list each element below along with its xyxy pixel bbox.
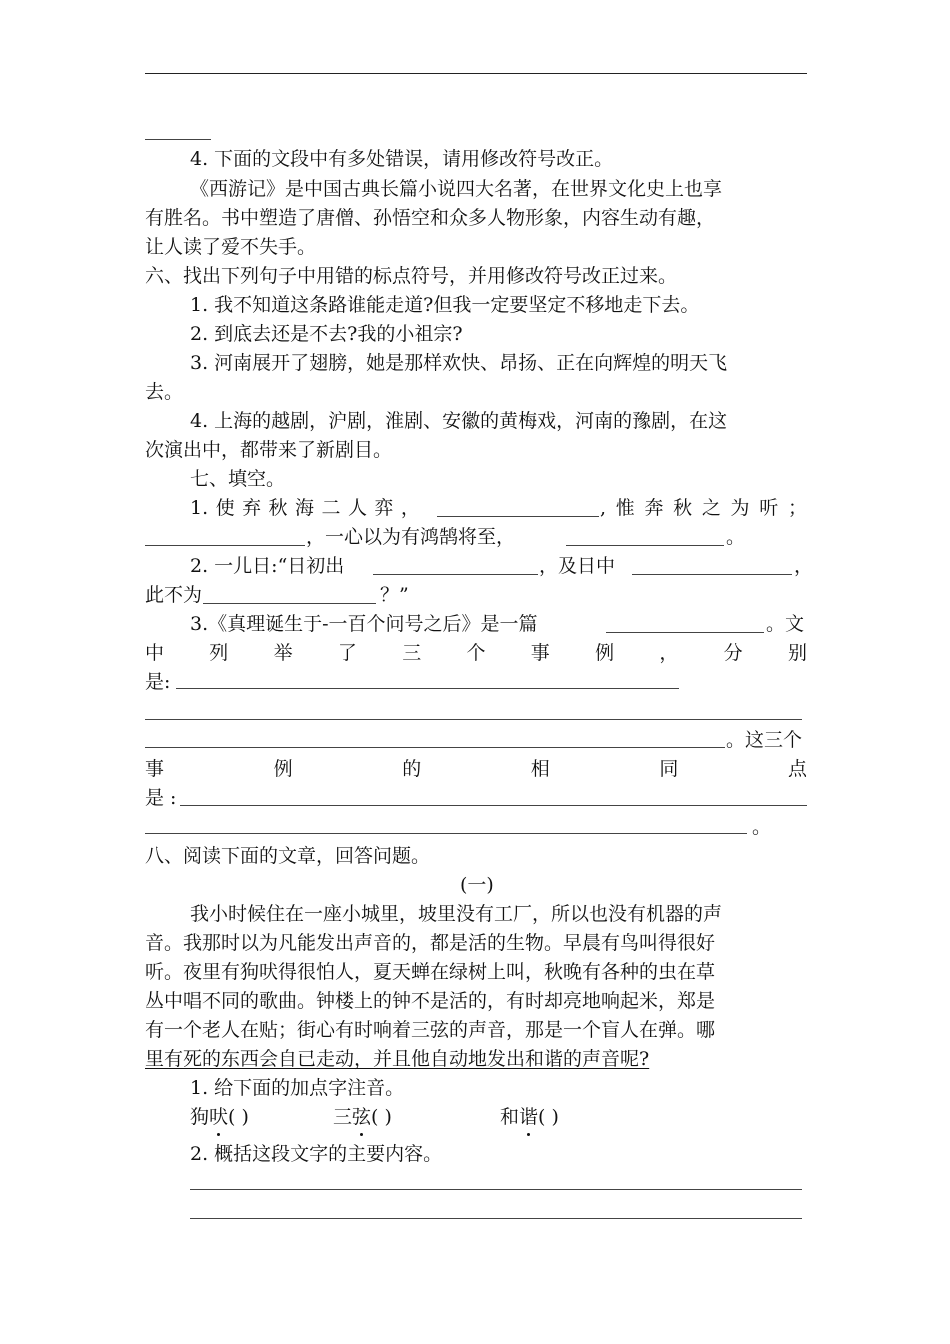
fill-question-3-label2: 是 : <box>145 787 177 809</box>
header-rule <box>145 73 807 74</box>
question-4-correction: 4. 下面的文段中有多处错误，请用修改符号改正。 <box>190 148 614 170</box>
punctuation-question-2: 2. 到底去还是不去?我的小祖宗? <box>190 323 463 345</box>
char: 例 <box>273 758 293 780</box>
char: 听 <box>759 497 779 519</box>
passage-line: 让人读了爱不失手。 <box>145 236 317 258</box>
char: ， <box>400 497 420 519</box>
pinyin-blank[interactable]: ( ) <box>228 1106 249 1128</box>
reading-passage-line: 我小时候住在一座小城里，坡里没有工厂，所以也没有机器的声 <box>190 903 723 925</box>
char: 别 <box>787 642 807 664</box>
reading-passage-line: 音。我那时以为凡能发出声音的，都是活的生物。早晨有鸟叫得很好 <box>145 932 716 954</box>
fill-question-3-line2 <box>145 641 807 665</box>
char: 人 <box>347 497 367 519</box>
char: 之 <box>701 497 721 519</box>
reading-passage-line: 有一个老人在贴；街心有时响着三弦的声音，那是一个盲人在弹。哪 <box>145 1019 716 1041</box>
punctuation-question-3-cont: 去。 <box>145 381 184 403</box>
fill-question-2: 2. 一儿日:“日初出 <box>190 555 345 577</box>
punctuation-question-4: 4. 上海的越剧，沪剧，淮剧、安徽的黄梅戏，河南的豫剧，在这 <box>190 410 728 432</box>
punctuation-question-1: 1. 我不知道这条路谁能走道?但我一定要坚定不移地走下去。 <box>190 294 700 316</box>
period: 。 <box>726 526 746 548</box>
pinyin-item-1 <box>190 1105 249 1129</box>
char: 分 <box>723 642 743 664</box>
dotted-char: 弦 <box>352 1106 372 1128</box>
answer-blank-3e[interactable] <box>180 805 807 806</box>
reading-passage-underlined: 里有死的东西会自已走动，并且他自动地发出和谐的声音呢? <box>145 1048 650 1070</box>
dotted-char: 谐 <box>519 1106 539 1128</box>
word-char: 狗 <box>190 1106 210 1128</box>
char: 的 <box>402 758 422 780</box>
answer-blank-2b[interactable] <box>632 574 792 575</box>
fill-question-2-cont: 此不为 <box>145 584 203 606</box>
pinyin-blank[interactable]: ( ) <box>538 1106 559 1128</box>
period: 。 <box>752 816 772 838</box>
char: 举 <box>273 642 293 664</box>
char: 相 <box>530 758 550 780</box>
section-6-heading: 六、找出下列句子中用错的标点符号，并用修改符号改正过来。 <box>145 265 678 287</box>
punctuation-question-4-cont: 次演出中，都带来了新剧目。 <box>145 439 393 461</box>
char: 为 <box>730 497 750 519</box>
fill-question-3-end: 。文 <box>766 613 805 635</box>
fill-question-3-label: 是: <box>145 671 171 693</box>
char: 点 <box>787 758 807 780</box>
section-7-heading: 七、填空。 <box>190 468 286 490</box>
answer-blank-1b[interactable] <box>145 545 305 546</box>
fill-question-1-start <box>190 496 420 520</box>
fill-question-1-tail <box>600 496 807 520</box>
char: 奔 <box>644 497 664 519</box>
summary-answer-line-2[interactable] <box>190 1218 802 1219</box>
char: 三 <box>402 642 422 664</box>
answer-blank-2c[interactable] <box>203 603 376 604</box>
passage-line: 《西游记》是中国古典长篇小说四大名著，在世界文化史上也享 <box>190 178 723 200</box>
char: ， <box>659 642 679 664</box>
char: 弈 <box>374 497 394 519</box>
comma: ， <box>794 555 814 577</box>
char: 了 <box>337 642 357 664</box>
fill-question-3-line6 <box>145 757 807 781</box>
summary-answer-line-1[interactable] <box>190 1189 802 1190</box>
char: 事 <box>530 642 550 664</box>
question-close: ？” <box>380 584 409 606</box>
char: 同 <box>659 758 679 780</box>
fill-question-3-these: 。这三个 <box>726 729 803 751</box>
char: 秋 <box>268 497 288 519</box>
pinyin-item-2 <box>333 1105 392 1129</box>
fill-question-1-middle: ，一心以为有鸿鹄将至， <box>306 526 516 548</box>
dotted-char: 吠 <box>209 1106 229 1128</box>
section-8-heading: 八、阅读下面的文章，回答问题。 <box>145 845 431 867</box>
reading-question-1: 1. 给下面的加点字注音。 <box>190 1077 405 1099</box>
reading-passage-line: 听。夜里有狗吠得很怕人，夏天蝉在绿树上叫，秋晚有各种的虫在草 <box>145 961 716 983</box>
char: 弃 <box>242 497 262 519</box>
fill-question-2-mid: ，及日中 <box>539 555 616 577</box>
char: 中 <box>145 642 165 664</box>
char: 例 <box>595 642 615 664</box>
answer-blank-3b[interactable] <box>176 688 679 689</box>
char: 1. <box>190 497 209 519</box>
char: 使 <box>215 497 235 519</box>
char: 海 <box>295 497 315 519</box>
char: ； <box>787 497 807 519</box>
punctuation-question-3: 3. 河南展开了翅膀，她是那样欢快、昂扬、正在向辉煌的明天飞 <box>190 352 728 374</box>
answer-blank-3a[interactable] <box>606 632 764 633</box>
reading-question-2: 2. 概括这段文字的主要内容。 <box>190 1143 443 1165</box>
pinyin-item-3 <box>500 1105 559 1129</box>
answer-blank-1c[interactable] <box>566 545 724 546</box>
word-char: 三 <box>333 1106 353 1128</box>
answer-blank-3c[interactable] <box>145 719 802 720</box>
passage-line: 有胜名。书中塑造了唐僧、孙悟空和众多人物形象，内容生动有趣， <box>145 207 716 229</box>
pinyin-blank[interactable]: ( ) <box>371 1106 392 1128</box>
answer-blank-3d[interactable] <box>145 747 725 748</box>
char: 秋 <box>673 497 693 519</box>
char: 事 <box>145 758 165 780</box>
char: 二 <box>321 497 341 519</box>
answer-blank-3f[interactable] <box>145 833 747 834</box>
char: , <box>600 497 607 519</box>
fill-question-3: 3.《真理诞生于-一百个问号之后》是一篇 <box>190 613 538 635</box>
previous-answer-line[interactable] <box>145 139 211 140</box>
char: 个 <box>466 642 486 664</box>
char: 列 <box>209 642 229 664</box>
answer-blank-2a[interactable] <box>373 574 538 575</box>
part-label: (一) <box>460 874 494 896</box>
char: 惟 <box>615 497 635 519</box>
word-char: 和 <box>500 1106 520 1128</box>
reading-passage-line: 丛中唱不同的歌曲。钟楼上的钟不是活的，有时却亮地响起米，郑是 <box>145 990 716 1012</box>
answer-blank-1a[interactable] <box>437 516 599 517</box>
